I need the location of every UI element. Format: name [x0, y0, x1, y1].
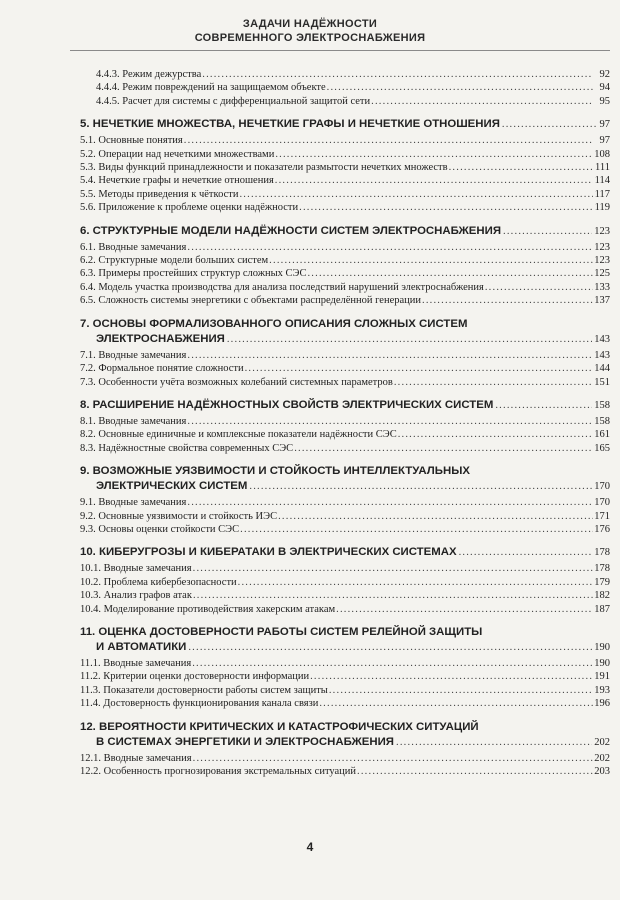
dot-leader — [187, 241, 593, 254]
table-of-contents — [80, 68, 610, 778]
toc-entry-title: 4.4.4. Режим повреждений на защищаемом объекте — [96, 82, 326, 94]
toc-entry-title: 9.3. Основы оценки стойкости СЭС — [80, 523, 240, 535]
dot-leader — [187, 415, 593, 428]
chapter-page: 190 — [594, 641, 610, 653]
toc-entry-title: 5.1. Основные понятия — [80, 135, 183, 147]
toc-section — [80, 376, 610, 389]
chapter-title: 5. НЕЧЕТКИЕ МНОЖЕСТВА, НЕЧЕТКИЕ ГРАФЫ И НЕЧЕТКИЕ ОТНОШЕНИЯ — [80, 118, 500, 131]
dot-leader — [422, 294, 593, 307]
toc-section — [80, 161, 610, 174]
toc-entry-title: 11.1. Вводные замечания — [80, 657, 192, 669]
toc-section — [80, 349, 610, 362]
toc-section — [80, 281, 610, 294]
toc-entry-title: 7.1. Вводные замечания — [80, 349, 187, 361]
chapter-page: 143 — [594, 333, 610, 345]
dot-leader — [187, 349, 593, 362]
toc-section — [80, 752, 610, 765]
toc-section — [80, 267, 610, 280]
toc-entry-page: 143 — [594, 349, 610, 361]
toc-entry-page: 144 — [594, 363, 610, 375]
dot-leader — [269, 254, 593, 267]
dot-leader — [275, 148, 593, 161]
toc-entry-page: 137 — [594, 295, 610, 307]
toc-entry-title: 8.2. Основные единичные и комплексные показатели надёжности СЭС — [80, 429, 397, 441]
dot-leader — [307, 267, 593, 280]
toc-entry-page: 190 — [594, 657, 610, 669]
dot-leader — [202, 68, 593, 81]
toc-entry-title: 7.3. Особенности учёта возможных колебаний системных параметров — [80, 376, 393, 388]
chapter-page: 170 — [594, 481, 610, 493]
toc-entry-title: 9.1. Вводные замечания — [80, 497, 187, 509]
toc-entry-title: 5.3. Виды функций принадлежности и показатели размытости нечетких множеств — [80, 162, 448, 174]
toc-entry-page: 123 — [594, 255, 610, 267]
chapter-page: 158 — [594, 399, 610, 411]
toc-entry-page: 119 — [594, 202, 610, 214]
dot-leader — [449, 161, 593, 174]
toc-entry-title: 9.2. Основные уязвимости и стойкость ИЭС — [80, 510, 278, 522]
page-number: 4 — [306, 840, 314, 854]
toc-section — [80, 428, 610, 441]
toc-entry-page: 161 — [594, 429, 610, 441]
toc-entry-title: 8.1. Вводные замечания — [80, 415, 187, 427]
toc-subsubsection — [80, 68, 610, 81]
toc-entry-page: 151 — [594, 376, 610, 388]
dot-leader — [396, 735, 592, 750]
toc-section — [80, 697, 610, 710]
toc-section — [80, 362, 610, 375]
dot-leader — [310, 670, 593, 683]
toc-section — [80, 576, 610, 589]
toc-chapter — [80, 224, 610, 239]
chapter-title-line-1: 9. ВОЗМОЖНЫЕ УЯЗВИМОСТИ И СТОЙКОСТЬ ИНТЕЛЛЕКТУАЛЬНЫХ — [80, 465, 470, 478]
chapter-page: 123 — [594, 225, 610, 237]
chapter-page: 97 — [599, 119, 610, 131]
toc-entry-page: 123 — [594, 241, 610, 253]
dot-leader — [398, 428, 593, 441]
toc-chapter — [80, 317, 610, 347]
chapter-title-line-2: ЭЛЕКТРИЧЕСКИХ СИСТЕМ — [96, 480, 248, 493]
toc-entry-page: 170 — [594, 497, 610, 509]
running-header — [0, 17, 620, 45]
toc-entry-title: 7.2. Формальное понятие сложности — [80, 363, 244, 375]
toc-chapter — [80, 398, 610, 413]
toc-section — [80, 589, 610, 602]
toc-entry-page: 133 — [594, 281, 610, 293]
toc-entry-title: 6.1. Вводные замечания — [80, 241, 187, 253]
toc-entry-page: 165 — [594, 442, 610, 454]
chapter-title: 6. СТРУКТУРНЫЕ МОДЕЛИ НАДЁЖНОСТИ СИСТЕМ ЭЛЕКТРОСНАБЖЕНИЯ — [80, 224, 502, 237]
toc-entry-page: 117 — [594, 188, 610, 200]
toc-entry-page: 92 — [599, 69, 610, 80]
toc-entry-title: 4.4.5. Расчет для системы с дифференциальной защитой сети — [96, 95, 371, 107]
toc-section — [80, 562, 610, 575]
toc-entry-title: 5.2. Операции над нечеткими множествами — [80, 148, 275, 160]
toc-entry-page: 182 — [594, 590, 610, 602]
dot-leader — [249, 479, 592, 494]
chapter-page: 178 — [594, 547, 610, 559]
toc-entry-title: 12.2. Особенность прогнозирования экстремальных ситуаций — [80, 766, 357, 777]
dot-leader — [245, 362, 593, 375]
toc-section — [80, 254, 610, 267]
toc-subsubsection — [80, 81, 610, 94]
toc-entry-page: 193 — [594, 684, 610, 696]
toc-section — [80, 415, 610, 428]
toc-entry-title: 6.5. Сложность системы энергетики с объектами распределённой генерации — [80, 295, 421, 307]
toc-chapter — [80, 545, 610, 560]
dot-leader — [502, 117, 598, 132]
toc-entry-page: 158 — [594, 415, 610, 427]
toc-entry-title: 6.2. Структурные модели больших систем — [80, 255, 269, 267]
dot-leader — [294, 442, 593, 455]
toc-entry-page: 187 — [594, 603, 610, 615]
toc-entry-page: 111 — [595, 162, 610, 174]
dot-leader — [187, 496, 593, 509]
dot-leader — [357, 765, 593, 778]
toc-entry-page: 176 — [594, 523, 610, 535]
dot-leader — [319, 697, 593, 710]
chapter-title-line-1: 7. ОСНОВЫ ФОРМАЛИЗОВАННОГО ОПИСАНИЯ СЛОЖНЫХ СИСТЕМ — [80, 317, 468, 330]
dot-leader — [278, 510, 593, 523]
dot-leader — [238, 576, 593, 589]
dot-leader — [485, 281, 593, 294]
dot-leader — [329, 684, 593, 697]
toc-entry-title: 11.2. Критерии оценки достоверности информации — [80, 671, 310, 683]
chapter-page: 202 — [594, 736, 610, 748]
dot-leader — [459, 545, 593, 560]
toc-section — [80, 496, 610, 509]
toc-section — [80, 523, 610, 536]
toc-entry-title: 11.3. Показатели достоверности работы систем защиты — [80, 684, 328, 696]
toc-entry-page: 196 — [594, 698, 610, 710]
toc-section — [80, 603, 610, 616]
toc-entry-title: 12.1. Вводные замечания — [80, 752, 192, 764]
toc-entry-page: 202 — [594, 752, 610, 764]
toc-entry-title: 11.4. Достоверность функционирования канала связи — [80, 698, 319, 710]
toc-entry-page: 125 — [594, 268, 610, 280]
toc-entry-page: 203 — [594, 766, 610, 777]
dot-leader — [299, 201, 593, 214]
toc-chapter — [80, 117, 610, 132]
toc-entry-title: 10.3. Анализ графов атак — [80, 590, 192, 602]
running-header-line-2: СОВРЕМЕННОГО ЭЛЕКТРОСНАБЖЕНИЯ — [194, 32, 426, 44]
toc-entry-title: 5.6. Приложение к проблеме оценки надёжности — [80, 202, 299, 214]
dot-leader — [193, 562, 593, 575]
chapter-title-line-2: В СИСТЕМАХ ЭНЕРГЕТИКИ И ЭЛЕКТРОСНАБЖЕНИЯ — [96, 735, 394, 748]
toc-entry-title: 5.5. Методы приведения к чёткости — [80, 188, 239, 200]
toc-entry-page: 95 — [599, 95, 610, 107]
dot-leader — [240, 523, 593, 536]
toc-section — [80, 657, 610, 670]
header-rule — [70, 50, 610, 51]
toc-section — [80, 201, 610, 214]
chapter-title-line-1: 12. ВЕРОЯТНОСТИ КРИТИЧЕСКИХ И КАТАСТРОФИЧЕСКИХ СИТУАЦИЙ — [80, 720, 479, 733]
toc-entry-title: 8.3. Надёжностные свойства современных СЭС — [80, 442, 294, 454]
toc-section — [80, 241, 610, 254]
toc-section — [80, 684, 610, 697]
dot-leader — [371, 95, 593, 108]
dot-leader — [336, 603, 593, 616]
toc-section — [80, 188, 610, 201]
toc-entry-title: 6.4. Модель участка производства для анализа последствий нарушений электроснабжения — [80, 281, 484, 293]
toc-section — [80, 174, 610, 187]
toc-entry-page: 94 — [599, 82, 610, 94]
dot-leader — [193, 752, 593, 765]
dot-leader — [394, 376, 593, 389]
toc-entry-page: 191 — [594, 671, 610, 683]
chapter-title-line-2: ЭЛЕКТРОСНАБЖЕНИЯ — [96, 332, 225, 345]
chapter-title-line-2: И АВТОМАТИКИ — [96, 640, 187, 653]
dot-leader — [227, 332, 592, 347]
toc-entry-title: 10.1. Вводные замечания — [80, 563, 192, 575]
toc-section — [80, 294, 610, 307]
toc-section — [80, 510, 610, 523]
dot-leader — [327, 81, 593, 94]
dot-leader — [503, 224, 592, 239]
running-header-line-1: ЗАДАЧИ НАДЁЖНОСТИ — [242, 18, 378, 30]
toc-section — [80, 765, 610, 778]
dot-leader — [188, 640, 592, 655]
toc-section — [80, 670, 610, 683]
toc-entry-page: 178 — [594, 563, 610, 575]
dot-leader — [184, 134, 593, 147]
toc-section — [80, 134, 610, 147]
toc-entry-page: 108 — [594, 148, 610, 160]
dot-leader — [495, 398, 592, 413]
toc-subsubsection — [80, 95, 610, 108]
toc-entry-title: 5.4. Нечеткие графы и нечеткие отношения — [80, 175, 274, 187]
toc-entry-page: 114 — [594, 175, 610, 187]
dot-leader — [275, 174, 593, 187]
toc-section — [80, 148, 610, 161]
toc-entry-page: 179 — [594, 576, 610, 588]
toc-section — [80, 442, 610, 455]
toc-chapter — [80, 464, 610, 494]
toc-entry-title: 4.4.3. Режим дежурства — [96, 69, 202, 80]
toc-entry-title: 10.2. Проблема кибербезопасности — [80, 576, 237, 588]
dot-leader — [239, 188, 593, 201]
toc-chapter — [80, 720, 610, 750]
toc-entry-title: 6.3. Примеры простейших структур сложных СЭС — [80, 268, 307, 280]
chapter-title-line-1: 11. ОЦЕНКА ДОСТОВЕРНОСТИ РАБОТЫ СИСТЕМ РЕЛЕЙНОЙ ЗАЩИТЫ — [80, 625, 483, 638]
chapter-title: 8. РАСШИРЕНИЕ НАДЁЖНОСТНЫХ СВОЙСТВ ЭЛЕКТРИЧЕСКИХ СИСТЕМ — [80, 398, 494, 411]
toc-chapter — [80, 625, 610, 655]
dot-leader — [192, 657, 593, 670]
toc-entry-page: 171 — [594, 510, 610, 522]
chapter-title: 10. КИБЕРУГРОЗЫ И КИБЕРАТАКИ В ЭЛЕКТРИЧЕСКИХ СИСТЕМАХ — [80, 546, 457, 559]
toc-entry-page: 97 — [599, 135, 610, 147]
toc-entry-title: 10.4. Моделирование противодействия хакерским атакам — [80, 603, 336, 615]
dot-leader — [193, 589, 593, 602]
